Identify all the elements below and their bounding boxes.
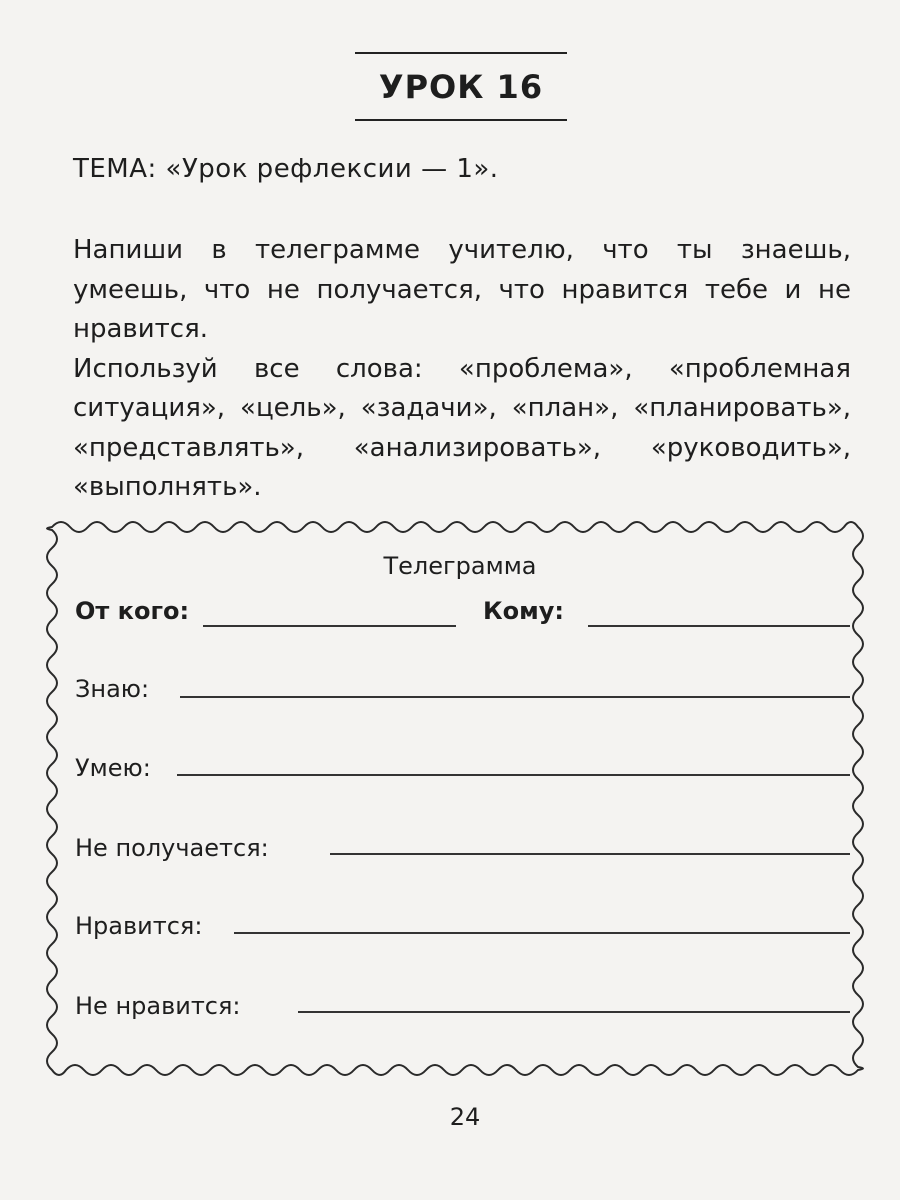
- dislike-field[interactable]: [298, 1011, 850, 1013]
- task-instructions: [73, 231, 851, 508]
- fail-label: Не получается:: [75, 834, 269, 862]
- lesson-title: УРОК 16: [378, 67, 544, 106]
- task-paragraph-2: Используй все слова: «проблема», «проблемная ситуация», «цель», «задачи», «план», «планировать», «представлять», «анализировать», «руководить», «выполнять».: [73, 353, 851, 502]
- fail-field[interactable]: [330, 853, 850, 855]
- page-number: 24: [449, 1103, 481, 1131]
- like-label: Нравится:: [75, 912, 203, 940]
- task-paragraph-1: Напиши в телеграмме учителю, что ты знаешь, умеешь, что не получается, что нравится тебе и не нравится.: [73, 235, 851, 344]
- telegram-title: Телеграмма: [383, 552, 537, 580]
- know-field[interactable]: [180, 696, 850, 698]
- from-field[interactable]: [203, 625, 456, 627]
- can-label: Умею:: [75, 754, 151, 782]
- from-label: От кого:: [75, 597, 190, 625]
- like-field[interactable]: [234, 932, 850, 934]
- know-label: Знаю:: [75, 675, 150, 703]
- dislike-label: Не нравится:: [75, 992, 241, 1020]
- to-label: Кому:: [483, 597, 564, 625]
- lesson-topic: ТЕМА: «Урок рефлексии — 1».: [73, 154, 499, 184]
- can-field[interactable]: [177, 774, 850, 776]
- lesson-header: [355, 52, 567, 121]
- to-field[interactable]: [588, 625, 850, 627]
